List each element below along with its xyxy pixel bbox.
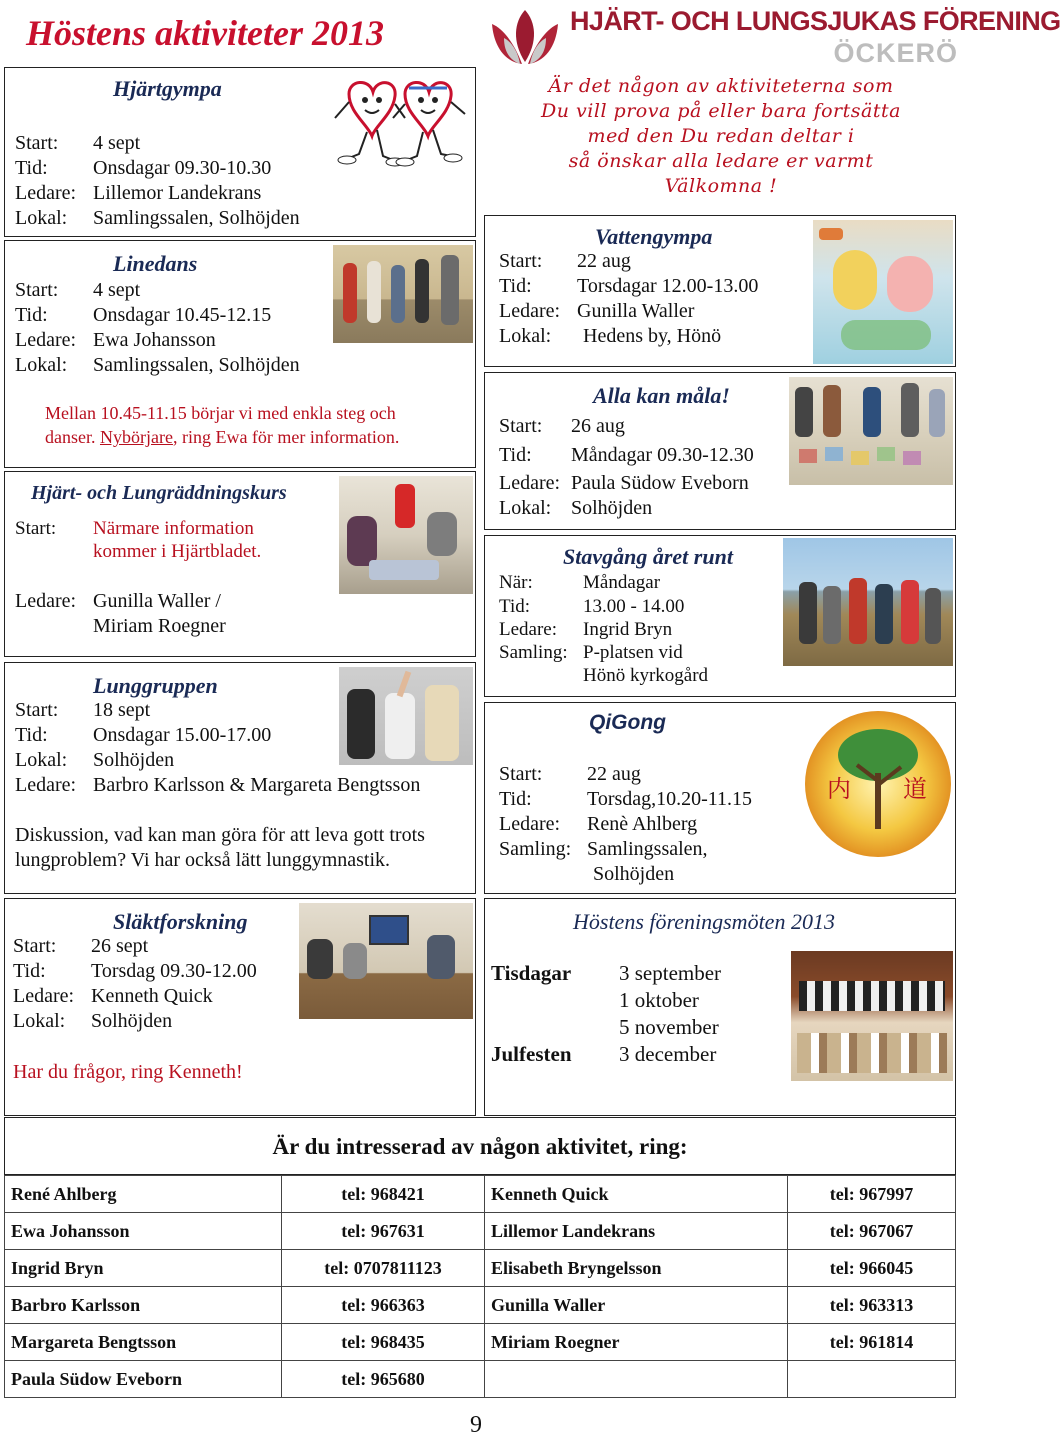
qigong-tid-row: [499, 788, 752, 811]
vattengympa-title: Vattengympa: [595, 224, 713, 249]
vattengympa-lokal-row: [499, 325, 721, 348]
ledare-label: Ledare:: [499, 300, 561, 322]
lokal-label: Lokal:: [15, 354, 68, 376]
moten-title: Höstens föreningsmöten 2013: [573, 909, 835, 934]
welcome-line: Välkomna !: [664, 175, 778, 197]
logo-line1: HJÄRT- OCH LUNGSJUKAS FÖRENING: [570, 6, 1061, 36]
slaktforskning-box: [4, 898, 476, 1116]
ledare-label: Ledare:: [15, 329, 77, 351]
hjartgympa-tid-row: [15, 157, 271, 180]
ledare-label: Ledare:: [499, 813, 561, 835]
contact-row: [5, 1176, 956, 1213]
contact-name: Ewa Johansson: [5, 1213, 282, 1250]
painting-class-photo: [789, 377, 953, 485]
nybörjare-link[interactable]: Nybörjare: [99, 427, 173, 447]
start-label: Start:: [15, 699, 59, 721]
contact-phone: tel: 963313: [788, 1287, 956, 1324]
moten-box: [484, 898, 956, 1116]
lokal-label: Lokal:: [13, 1010, 66, 1032]
lunggruppen-photo: [339, 667, 473, 765]
lokal-value: Hedens by, Hönö: [583, 325, 722, 347]
nordic-walking-photo: [783, 538, 953, 666]
welcome-line: Du vill prova på eller bara fortsätta: [541, 100, 901, 122]
mala-ledare-row: [499, 472, 749, 495]
linedans-ledare-row: [15, 329, 216, 352]
hjartlung-ledare-row: [15, 590, 221, 613]
welcome-line: med den Du redan deltar i: [587, 125, 855, 147]
stavgang-title: Stavgång året runt: [563, 544, 733, 569]
ledare-value: Kenneth Quick: [91, 985, 213, 1007]
mala-title: Alla kan måla!: [593, 383, 730, 408]
ledare-value: Gunilla Waller /: [93, 590, 221, 612]
samling-value: P-platsen vid: [583, 642, 683, 663]
start-value: 18 sept: [93, 699, 151, 721]
lunggruppen-title: Lunggruppen: [93, 673, 218, 698]
note-text: danser.: [45, 427, 100, 447]
contact-phone: tel: 961814: [788, 1324, 956, 1361]
lokal-value: Solhöjden: [93, 749, 175, 771]
stavgang-tid-row: [499, 596, 684, 618]
contact-name: Kenneth Quick: [485, 1176, 788, 1213]
mala-box: [484, 372, 956, 530]
start-value: 26 sept: [91, 935, 149, 957]
lunggruppen-desc-line2: lungproblem? Vi har också lätt lunggymnastik.: [15, 849, 391, 871]
lokal-value: Samlingssalen, Solhöjden: [93, 207, 300, 229]
tid-label: Tid:: [15, 157, 48, 179]
tid-value: Torsdag 09.30-12.00: [91, 960, 257, 982]
moten-date-1: 3 september: [619, 961, 722, 985]
ledare-value: Renè Ahlberg: [587, 813, 698, 835]
start-value: 22 aug: [587, 763, 641, 785]
contact-name: Barbro Karlsson: [5, 1287, 282, 1324]
contact-name: Lillemor Landekrans: [485, 1213, 788, 1250]
moten-julfest-label: Julfesten: [491, 1042, 572, 1066]
start-label: Start:: [499, 415, 543, 437]
ledare-label: Ledare:: [499, 619, 558, 640]
nar-label: När:: [499, 572, 533, 593]
lunggruppen-desc-line1: Diskussion, vad kan man göra för att leva gott trots: [15, 824, 425, 846]
logo-line2: ÖCKERÖ: [833, 38, 958, 68]
welcome-text: [484, 74, 958, 199]
contacts-heading: Är du intresserad av någon aktivitet, ring:: [272, 1134, 688, 1159]
ledare-label: Ledare:: [15, 774, 77, 796]
contact-phone: tel: 966045: [788, 1250, 956, 1287]
lunggruppen-start-row: [15, 699, 150, 722]
ledare-value: Lillemor Landekrans: [93, 182, 262, 204]
lokal-value: Samlingssalen, Solhöjden: [93, 354, 300, 376]
qigong-sign-right: 道: [903, 775, 927, 803]
start-value: 4 sept: [93, 279, 141, 301]
contact-name: René Ahlberg: [5, 1176, 282, 1213]
slaktforskning-ledare-row: [13, 985, 213, 1008]
lokal-label: Lokal:: [499, 325, 552, 347]
hjartgympa-title: Hjärtgympa: [113, 76, 222, 101]
slaktforskning-title: Släktforskning: [113, 909, 248, 934]
hjartlung-ledare-line2: Miriam Roegner: [93, 615, 226, 637]
tid-label: Tid:: [13, 960, 46, 982]
meeting-photo: [791, 951, 953, 1081]
lokal-label: Lokal:: [15, 749, 68, 771]
welcome-line: så önskar alla ledare er varmt: [568, 150, 874, 172]
tid-value: Måndagar 09.30-12.30: [571, 444, 754, 466]
tid-value: Onsdagar 10.45-12.15: [93, 304, 272, 326]
contact-phone: tel: 968421: [282, 1176, 485, 1213]
contact-name: [485, 1361, 788, 1398]
stavgang-samling-row: [499, 642, 683, 664]
hjartgympa-start-row: [15, 132, 140, 155]
contact-name: Paula Südow Eveborn: [5, 1361, 282, 1398]
note-text: , ring Ewa för mer information.: [172, 427, 400, 447]
tid-label: Tid:: [15, 304, 48, 326]
tid-label: Tid:: [499, 444, 532, 466]
stavgang-box: [484, 535, 956, 697]
ledare-value: Ingrid Bryn: [583, 619, 673, 640]
hjartlung-start-line2: kommer i Hjärtbladet.: [93, 541, 262, 562]
lunggruppen-lokal-row: [15, 749, 174, 772]
tid-label: Tid:: [499, 788, 532, 810]
tid-value: Torsdag,10.20-11.15: [587, 788, 753, 810]
start-label: Start:: [15, 132, 59, 154]
contact-phone: tel: 967997: [788, 1176, 956, 1213]
lunggruppen-tid-row: [15, 724, 271, 747]
lunggruppen-ledare-row: [15, 774, 420, 797]
ledare-value: Ewa Johansson: [93, 329, 216, 351]
welcome-line: Är det någon av aktiviteterna som: [548, 75, 894, 97]
vattengympa-start-row: [499, 250, 631, 273]
linedans-note: Mellan 10.45-11.15 börjar vi med enkla steg och: [45, 403, 396, 423]
start-value: 22 aug: [577, 250, 631, 272]
qigong-sign-left: 内: [827, 775, 851, 803]
contact-phone: tel: 0707811123: [282, 1250, 485, 1287]
mala-tid-row: [499, 444, 754, 467]
moten-date-2: 1 oktober: [619, 988, 699, 1012]
contact-phone: tel: 967067: [788, 1213, 956, 1250]
hjartgympa-ledare-row: [15, 182, 261, 205]
stavgang-samling-line2: Hönö kyrkogård: [583, 665, 709, 686]
hjartlung-start-row: [15, 518, 254, 540]
ledare-value: Paula Südow Eveborn: [571, 472, 749, 494]
samling-label: Samling:: [499, 838, 572, 860]
cpr-course-photo: [339, 476, 473, 594]
qigong-samling-row: [499, 838, 708, 861]
tid-value: Onsdagar 15.00-17.00: [93, 724, 272, 746]
start-label: Start:: [499, 250, 543, 272]
dancing-hearts-illustration: [331, 74, 471, 174]
contact-phone: tel: 967631: [282, 1213, 485, 1250]
mala-start-row: [499, 415, 625, 438]
tid-label: Tid:: [499, 596, 530, 617]
contact-name: Miriam Roegner: [485, 1324, 788, 1361]
qigong-start-row: [499, 763, 641, 786]
contact-phone: tel: 966363: [282, 1287, 485, 1324]
start-value: 26 aug: [571, 415, 625, 437]
contact-phone: tel: 965680: [282, 1361, 485, 1398]
nar-value: Måndagar: [583, 572, 661, 593]
hjartgympa-box: [4, 67, 476, 237]
linedans-note-line2: [45, 427, 399, 448]
tulip-logo-icon: [484, 2, 566, 70]
water-gym-illustration: [813, 220, 953, 364]
vattengympa-ledare-row: [499, 300, 694, 323]
slaktforskning-lokal-row: [13, 1010, 172, 1033]
ledare-label: Ledare:: [15, 590, 77, 612]
association-logo: [484, 2, 1061, 72]
lokal-label: Lokal:: [499, 497, 552, 519]
contact-phone: [788, 1361, 956, 1398]
slaktforskning-start-row: [13, 935, 148, 958]
tid-label: Tid:: [499, 275, 532, 297]
ledare-label: Ledare:: [499, 472, 561, 494]
qigong-ledare-row: [499, 813, 697, 836]
ledare-label: Ledare:: [13, 985, 75, 1007]
tid-label: Tid:: [15, 724, 48, 746]
tid-value: Onsdagar 09.30-10.30: [93, 157, 272, 179]
samling-value: Samlingssalen,: [587, 838, 708, 860]
ledare-label: Ledare:: [15, 182, 77, 204]
page-title: Höstens aktiviteter 2013: [26, 13, 384, 53]
linedans-photo: [333, 245, 473, 343]
lunggruppen-box: [4, 662, 476, 894]
vattengympa-tid-row: [499, 275, 758, 298]
lokal-value: Solhöjden: [91, 1010, 173, 1032]
qigong-title: QiGong: [589, 711, 666, 734]
contact-row: [5, 1213, 956, 1250]
contact-name: Gunilla Waller: [485, 1287, 788, 1324]
hjartlung-box: [4, 471, 476, 657]
contact-row: [5, 1324, 956, 1361]
linedans-start-row: [15, 279, 140, 302]
contact-row: [5, 1287, 956, 1324]
contacts-table: [4, 1175, 956, 1398]
contact-name: Margareta Bengtsson: [5, 1324, 282, 1361]
moten-tisdagar-label: Tisdagar: [491, 961, 572, 985]
start-label: Start:: [15, 279, 59, 301]
start-label: Start:: [499, 763, 543, 785]
start-value: 4 sept: [93, 132, 141, 154]
qigong-tree-emblem: [805, 711, 951, 857]
start-label: Start:: [13, 935, 57, 957]
contact-row: [5, 1250, 956, 1287]
qigong-box: [484, 702, 956, 894]
moten-date-4: 3 december: [619, 1042, 717, 1066]
mala-lokal-row: [499, 497, 652, 520]
moten-date-3: 5 november: [619, 1015, 719, 1039]
slaktforskning-photo: [299, 903, 473, 1019]
contact-row: [5, 1361, 956, 1398]
lokal-value: Solhöjden: [571, 497, 653, 519]
tid-value: 13.00 - 14.00: [583, 596, 685, 617]
page-number: 9: [470, 1412, 482, 1438]
ledare-value: Gunilla Waller: [577, 300, 695, 322]
hjartlung-title: Hjärt- och Lungräddningskurs: [31, 482, 287, 504]
stavgang-ledare-row: [499, 619, 672, 641]
linedans-title: Linedans: [113, 251, 198, 276]
tid-value: Torsdagar 12.00-13.00: [577, 275, 759, 297]
contact-name: Ingrid Bryn: [5, 1250, 282, 1287]
stavgang-nar-row: [499, 572, 660, 594]
vattengympa-box: [484, 215, 956, 367]
start-label: Start:: [15, 518, 57, 539]
contacts-heading-box: [4, 1117, 956, 1175]
linedans-lokal-row: [15, 354, 300, 377]
contact-name: Elisabeth Bryngelsson: [485, 1250, 788, 1287]
samling-label: Samling:: [499, 642, 568, 663]
contact-phone: tel: 968435: [282, 1324, 485, 1361]
slaktforskning-tid-row: [13, 960, 257, 983]
slaktforskning-note: Har du frågor, ring Kenneth!: [13, 1061, 243, 1083]
qigong-samling-line2: Solhöjden: [593, 863, 675, 885]
hjartgympa-lokal-row: [15, 207, 300, 230]
start-value: Närmare information: [93, 518, 254, 539]
linedans-box: [4, 240, 476, 468]
linedans-tid-row: [15, 304, 271, 327]
ledare-value: Barbro Karlsson & Margareta Bengtsson: [93, 774, 421, 796]
lokal-label: Lokal:: [15, 207, 68, 229]
